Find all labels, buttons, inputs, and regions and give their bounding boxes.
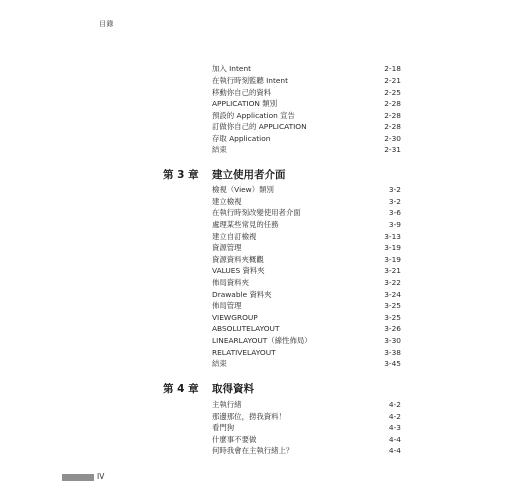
toc-entry[interactable]	[212, 290, 401, 300]
toc-entry-page: 3-45	[384, 359, 401, 368]
page-number: IV	[97, 472, 105, 481]
toc-entry[interactable]	[212, 111, 401, 121]
toc-entry[interactable]	[212, 122, 401, 132]
toc-entry-title: 存取 Application	[212, 134, 271, 143]
toc-entry-title: 移動你自己的資料	[212, 88, 272, 97]
toc-entry-page: 3-22	[384, 278, 401, 287]
toc-entry-title: 主執行緒	[212, 400, 242, 409]
toc-entry-title: 資源資料夾概觀	[212, 255, 264, 264]
toc-entry-title: RELATIVELAYOUT	[212, 348, 276, 357]
toc-entry-page: 3-25	[384, 313, 401, 322]
toc-entry-title: Drawable 資料夾	[212, 290, 272, 299]
toc-entry[interactable]	[212, 134, 401, 144]
toc-entry-title: 檢視（View）類別	[212, 185, 274, 194]
toc-entry-title: 預設的 Application 宣告	[212, 111, 295, 120]
toc-entry[interactable]	[212, 435, 401, 445]
toc-entry[interactable]	[212, 324, 401, 334]
toc-entry-title: 加入 Intent	[212, 64, 252, 73]
toc-entry[interactable]	[212, 243, 401, 253]
toc-entry-page: 3-9	[388, 220, 401, 229]
toc-entry-page: 3-2	[388, 197, 401, 206]
toc-entry-page: 3-19	[384, 255, 401, 264]
toc-entry-page: 3-24	[384, 290, 401, 299]
toc-entry-title: 在執行時刻改變使用者介面	[212, 208, 301, 217]
toc-entry-title: ABSOLUTELAYOUT	[212, 324, 280, 333]
footer-bar	[62, 474, 94, 481]
toc-entry-title: 結束	[212, 359, 227, 368]
toc-entry[interactable]	[212, 220, 401, 230]
toc-entry-title: 佈局資料夾	[212, 278, 249, 287]
toc-entry-page: 2-21	[384, 76, 401, 85]
toc-entry-title: 訂做你自己的 APPLICATION	[212, 122, 307, 131]
toc-entry-title: LINEARLAYOUT（線性佈局）	[212, 336, 312, 345]
toc-entry[interactable]	[212, 185, 401, 195]
chapter-title: 取得資料	[212, 383, 254, 395]
toc-entry-page: 2-28	[384, 99, 401, 108]
running-head: 目錄	[99, 20, 114, 28]
toc-entry[interactable]	[212, 446, 401, 456]
toc-entry[interactable]	[212, 76, 401, 86]
toc-entry-page: 2-18	[384, 64, 401, 73]
toc-entry-title: VALUES 資料夾	[212, 266, 265, 275]
toc-entry[interactable]	[212, 301, 401, 311]
toc-entry-title: 那邊那位，撈我資料！	[212, 412, 286, 421]
toc-entry-title: 建立自訂檢視	[212, 232, 257, 241]
toc-entry[interactable]	[212, 336, 401, 346]
toc-entry-page: 3-30	[384, 336, 401, 345]
toc-entry[interactable]	[212, 99, 401, 109]
toc-entry-page: 3-26	[384, 324, 401, 333]
chapter-heading[interactable]	[163, 382, 254, 396]
chapter-number: 第 4 章	[163, 383, 199, 395]
toc-entry-page: 2-25	[384, 88, 401, 97]
toc-entry-title: 看門狗	[212, 423, 235, 432]
toc-entry-page: 3-38	[384, 348, 401, 357]
toc-entry-page: 2-31	[384, 145, 401, 154]
toc-entry-title: 處理某些常見的任務	[212, 220, 279, 229]
toc-entry-page: 4-4	[388, 446, 401, 455]
toc-entry-title: 建立檢視	[212, 197, 242, 206]
toc-entry-page: 2-28	[384, 122, 401, 131]
toc-entry-title: 在執行時刻監聽 Intent	[212, 76, 288, 85]
toc-entry[interactable]	[212, 197, 401, 207]
toc-entry[interactable]	[212, 266, 401, 276]
toc-entry[interactable]	[212, 348, 401, 358]
toc-entry-page: 4-2	[388, 400, 401, 409]
toc-entry-title: 資源管理	[212, 243, 242, 252]
toc-entry-title: VIEWGROUP	[212, 313, 258, 322]
toc-entry[interactable]	[212, 208, 401, 218]
toc-entry-page: 2-30	[384, 134, 401, 143]
toc-entry-page: 3-21	[384, 266, 401, 275]
toc-entry[interactable]	[212, 145, 401, 155]
toc-entry[interactable]	[212, 412, 401, 422]
toc-entry-page: 3-13	[384, 232, 401, 241]
toc-entry-page: 3-25	[384, 301, 401, 310]
toc-entry-page: 4-4	[388, 435, 401, 444]
toc-entry[interactable]	[212, 64, 401, 74]
toc-entry-title: 什麼事不要做	[212, 435, 257, 444]
toc-entry[interactable]	[212, 278, 401, 288]
toc-entry-page: 4-2	[388, 412, 401, 421]
toc-entry[interactable]	[212, 313, 401, 323]
toc-entry-title: 佈局管理	[212, 301, 242, 310]
chapter-number: 第 3 章	[163, 169, 199, 181]
toc-entry-title: APPLICATION 類別	[212, 99, 278, 108]
toc-entry[interactable]	[212, 423, 401, 433]
toc-entry-title: 何時我會在主執行緒上？	[212, 446, 294, 455]
toc-entry[interactable]	[212, 255, 401, 265]
chapter-title: 建立使用者介面	[212, 169, 286, 181]
toc-entry[interactable]	[212, 88, 401, 98]
chapter-heading[interactable]	[163, 168, 286, 182]
toc-entry-page: 3-2	[388, 185, 401, 194]
toc-entry[interactable]	[212, 232, 401, 242]
toc-entry-page: 2-28	[384, 111, 401, 120]
toc-entry-page: 3-19	[384, 243, 401, 252]
toc-entry[interactable]	[212, 359, 401, 369]
toc-entry-page: 3-6	[388, 208, 401, 217]
toc-entry[interactable]	[212, 400, 401, 410]
toc-entry-title: 結束	[212, 145, 227, 154]
toc-entry-page: 4-3	[388, 423, 401, 432]
